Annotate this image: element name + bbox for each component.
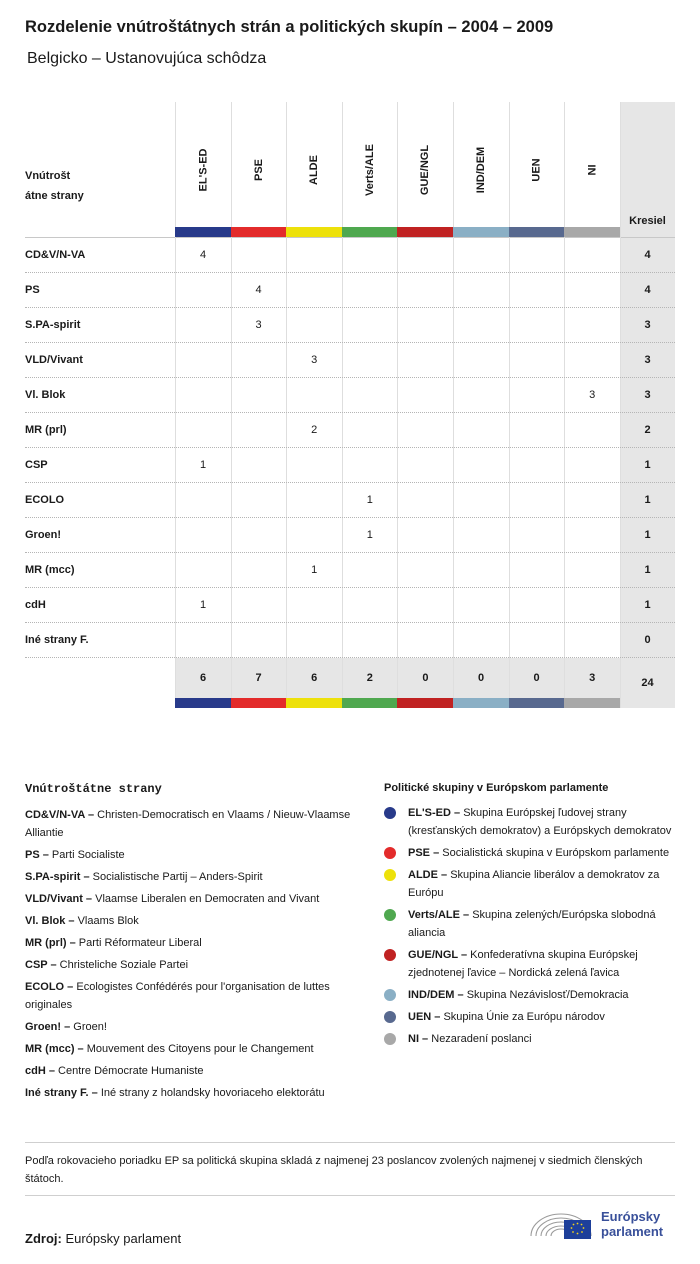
group-abbr: NI – bbox=[408, 1033, 429, 1045]
party-legend-item bbox=[25, 1018, 365, 1036]
divider-top bbox=[25, 1142, 675, 1143]
group-full-name: Skupina zelených/Európska slobodná aliancia bbox=[408, 909, 656, 939]
group-color-bar-top bbox=[286, 227, 342, 237]
party-legend-item bbox=[25, 1084, 365, 1102]
party-seat-total: 1 bbox=[644, 494, 651, 506]
party-legend-item bbox=[25, 846, 365, 864]
party-full-name: Parti Réformateur Liberal bbox=[78, 937, 202, 949]
group-color-bar-bottom bbox=[397, 698, 453, 708]
group-color-bar-bottom bbox=[175, 698, 231, 708]
group-color-bar-top bbox=[397, 227, 453, 237]
party-seat-total: 2 bbox=[644, 424, 651, 436]
group-header bbox=[453, 112, 509, 227]
group-full-name: Skupina Únie za Európu národov bbox=[443, 1011, 605, 1023]
group-color-bar-top bbox=[175, 227, 231, 237]
group-color-dot-icon bbox=[384, 847, 396, 859]
group-color-bar-top bbox=[231, 227, 287, 237]
group-header-label: PSE bbox=[252, 158, 265, 181]
group-legend-item bbox=[384, 866, 676, 902]
party-name: Groen! bbox=[25, 529, 62, 541]
logo-line-2: parlament bbox=[601, 1224, 664, 1239]
table-row bbox=[25, 343, 675, 378]
group-full-name: Skupina Európskej ľudovej strany (kresťanských demokratov) a Európskych demokratov bbox=[408, 807, 672, 837]
party-abbr: S.PA-spirit – bbox=[25, 871, 90, 883]
group-legend-item bbox=[384, 946, 676, 982]
party-full-name: Mouvement des Citoyens pour le Changement bbox=[86, 1043, 314, 1055]
group-color-bar-top bbox=[453, 227, 509, 237]
party-name: CSP bbox=[25, 459, 48, 471]
group-color-bar-bottom bbox=[342, 698, 398, 708]
seat-cell: 1 bbox=[199, 599, 207, 611]
party-name: MR (prl) bbox=[25, 424, 67, 436]
party-full-name: Ecologistes Confédérés pour l'organisation de luttes originales bbox=[25, 981, 330, 1011]
party-full-name: Socialistische Partij – Anders-Spirit bbox=[92, 871, 263, 883]
group-header-label: IND/DEM bbox=[474, 146, 487, 193]
party-seat-total: 0 bbox=[644, 634, 651, 646]
group-color-bar-top bbox=[342, 227, 398, 237]
party-abbr: CD&V/N-VA – bbox=[25, 809, 95, 821]
group-color-dot-icon bbox=[384, 949, 396, 961]
group-color-bar-bottom bbox=[509, 698, 565, 708]
group-color-dot-icon bbox=[384, 909, 396, 921]
party-legend-title: Vnútroštátne strany bbox=[25, 782, 162, 796]
group-header-label: NI bbox=[586, 164, 599, 175]
party-legend-item bbox=[25, 1040, 365, 1058]
group-full-name: Skupina Aliancie liberálov a demokratov za Európu bbox=[408, 869, 660, 899]
table-row bbox=[25, 483, 675, 518]
group-color-bar-bottom bbox=[564, 698, 620, 708]
party-legend-item bbox=[25, 1062, 365, 1080]
group-header-label: ALDE bbox=[308, 154, 321, 185]
group-color-dot-icon bbox=[384, 989, 396, 1001]
hemicycle-flag-icon bbox=[529, 1206, 595, 1244]
group-color-dot-icon bbox=[384, 869, 396, 881]
group-color-bar-bottom bbox=[231, 698, 287, 708]
party-abbr: PS – bbox=[25, 849, 49, 861]
party-legend-item bbox=[25, 934, 365, 952]
party-legend-item bbox=[25, 868, 365, 886]
party-seat-total: 1 bbox=[644, 599, 651, 611]
group-header bbox=[175, 112, 231, 227]
table-row bbox=[25, 518, 675, 553]
party-name: MR (mcc) bbox=[25, 564, 75, 576]
seat-cell: 1 bbox=[366, 529, 373, 541]
group-header bbox=[564, 112, 620, 227]
party-name: CD&V/N-VA bbox=[25, 249, 86, 261]
grand-total: 24 bbox=[641, 677, 654, 689]
party-abbr: MR (mcc) – bbox=[25, 1043, 84, 1055]
group-header bbox=[397, 112, 453, 227]
party-name: cdH bbox=[25, 599, 46, 611]
party-seat-total: 1 bbox=[644, 529, 651, 541]
party-column-header: Vnútrošt átne strany bbox=[25, 170, 84, 202]
group-total: 6 bbox=[311, 672, 318, 684]
group-color-dot-icon bbox=[384, 1033, 396, 1045]
chart-subtitle: Belgicko – Ustanovujúca schôdza bbox=[27, 50, 267, 67]
group-header-label: EL'S-ED bbox=[196, 148, 209, 191]
seat-cell: 1 bbox=[366, 494, 373, 506]
party-name: Iné strany F. bbox=[25, 634, 89, 646]
table-row bbox=[25, 623, 675, 658]
logo-wordmark bbox=[601, 1209, 663, 1239]
group-full-name: Skupina Nezávislosť/Demokracia bbox=[466, 989, 629, 1001]
source-value: Európsky parlament bbox=[65, 1231, 182, 1246]
party-full-name: Christen-Democratisch en Vlaams / Nieuw-Vlaamse Alliantie bbox=[25, 809, 351, 839]
group-abbr: UEN – bbox=[408, 1011, 441, 1023]
party-seat-total: 1 bbox=[644, 459, 651, 471]
party-legend-item bbox=[25, 890, 365, 908]
party-seat-total: 3 bbox=[644, 319, 651, 331]
party-legend-item bbox=[25, 956, 365, 974]
group-full-name: Socialistická skupina v Európskom parlamente bbox=[442, 847, 670, 859]
source-line bbox=[25, 1231, 181, 1246]
seat-cell: 1 bbox=[199, 459, 207, 471]
group-color-bar-bottom bbox=[286, 698, 342, 708]
chart-title: Rozdelenie vnútroštátnych strán a politických skupín – 2004 – 2009 bbox=[25, 18, 554, 36]
seat-cell: 3 bbox=[255, 319, 262, 331]
table-row bbox=[25, 308, 675, 343]
divider-bottom bbox=[25, 1195, 675, 1196]
party-abbr: MR (prl) – bbox=[25, 937, 76, 949]
european-parliament-logo bbox=[529, 1206, 679, 1244]
group-legend-item bbox=[384, 1008, 676, 1026]
party-name: PS bbox=[25, 284, 40, 296]
party-legend-item bbox=[25, 806, 365, 842]
party-seat-total: 4 bbox=[644, 249, 651, 261]
group-legend-item bbox=[384, 986, 676, 1004]
party-full-name: Christeliche Soziale Partei bbox=[59, 959, 189, 971]
seat-cell: 4 bbox=[255, 284, 262, 296]
group-full-name: Konfederatívna skupina Európskej zjednotenej ľavice – Nordická zelená ľavica bbox=[408, 949, 638, 979]
table-row bbox=[25, 448, 675, 483]
group-color-bar-bottom bbox=[453, 698, 509, 708]
group-header bbox=[286, 112, 342, 227]
group-total: 2 bbox=[366, 672, 373, 684]
group-header bbox=[509, 112, 565, 227]
group-abbr: PSE – bbox=[408, 847, 440, 859]
party-name: Vl. Blok bbox=[25, 389, 66, 401]
group-legend-item bbox=[384, 804, 676, 840]
seat-cell: 3 bbox=[311, 354, 318, 366]
party-name: VLD/Vivant bbox=[25, 354, 83, 366]
group-header bbox=[342, 112, 398, 227]
party-seat-total: 3 bbox=[644, 354, 651, 366]
group-legend-title: Politické skupiny v Európskom parlamente bbox=[384, 782, 609, 794]
party-abbr: Groen! – bbox=[25, 1021, 71, 1033]
group-full-name: Nezaradení poslanci bbox=[431, 1033, 532, 1045]
seat-cell: 2 bbox=[311, 424, 318, 436]
party-full-name: Vlaamse Liberalen en Democraten and Vivant bbox=[95, 893, 320, 905]
group-total: 3 bbox=[589, 672, 596, 684]
group-legend-item bbox=[384, 1030, 676, 1048]
group-total: 0 bbox=[533, 672, 540, 684]
group-color-dot-icon bbox=[384, 1011, 396, 1023]
table-row bbox=[25, 553, 675, 588]
party-full-name: Vlaams Blok bbox=[77, 915, 139, 927]
party-name: S.PA-spirit bbox=[25, 319, 81, 331]
group-abbr: ALDE – bbox=[408, 869, 448, 881]
group-abbr: EL'S-ED – bbox=[408, 807, 461, 819]
logo-line-1: Európsky bbox=[601, 1209, 661, 1224]
group-legend bbox=[384, 782, 676, 1052]
group-abbr: GUE/NGL – bbox=[408, 949, 468, 961]
group-total: 0 bbox=[422, 672, 429, 684]
group-legend-item bbox=[384, 906, 676, 942]
party-legend-item bbox=[25, 912, 365, 930]
party-abbr: VLD/Vivant – bbox=[25, 893, 93, 905]
table-row bbox=[25, 588, 675, 623]
party-name: ECOLO bbox=[25, 494, 65, 506]
group-header-label: UEN bbox=[530, 157, 543, 182]
footnote: Podľa rokovacieho poriadku EP sa politická skupina skladá z najmenej 23 poslancov zvolených najmenej v siedmich členských štátoch. bbox=[25, 1155, 643, 1185]
party-legend bbox=[25, 782, 365, 1106]
table-row bbox=[25, 413, 675, 448]
group-legend-item bbox=[384, 844, 676, 862]
table-row bbox=[25, 238, 675, 273]
party-legend-item bbox=[25, 978, 365, 1014]
table-row bbox=[25, 378, 675, 413]
seat-cell: 3 bbox=[589, 389, 596, 401]
group-abbr: Verts/ALE – bbox=[408, 909, 470, 921]
seat-cell: 1 bbox=[311, 564, 318, 576]
group-header-label: GUE/NGL bbox=[419, 144, 432, 195]
group-header bbox=[231, 112, 287, 227]
party-abbr: Vl. Blok – bbox=[25, 915, 75, 927]
group-total: 0 bbox=[477, 672, 485, 684]
party-abbr: cdH – bbox=[25, 1065, 55, 1077]
party-seat-total: 4 bbox=[644, 284, 651, 296]
party-full-name: Groen! bbox=[73, 1021, 107, 1033]
table-row bbox=[25, 273, 675, 308]
group-total: 6 bbox=[199, 672, 207, 684]
party-full-name: Iné strany z holandsky hovoriaceho elektorátu bbox=[100, 1087, 325, 1099]
group-header-label: Verts/ALE bbox=[363, 143, 376, 196]
party-abbr: Iné strany F. – bbox=[25, 1087, 98, 1099]
party-abbr: ECOLO – bbox=[25, 981, 74, 993]
party-seat-total: 3 bbox=[644, 389, 651, 401]
seat-cell: 4 bbox=[199, 249, 207, 261]
party-abbr: CSP – bbox=[25, 959, 57, 971]
group-abbr: IND/DEM – bbox=[408, 989, 464, 1001]
source-label: Zdroj: bbox=[25, 1231, 62, 1246]
party-full-name: Centre Démocrate Humaniste bbox=[58, 1065, 204, 1077]
group-total: 7 bbox=[255, 672, 262, 684]
group-color-dot-icon bbox=[384, 807, 396, 819]
group-color-bar-top bbox=[509, 227, 565, 237]
seats-column-header: Kresiel bbox=[629, 215, 666, 227]
party-full-name: Parti Socialiste bbox=[51, 849, 125, 861]
party-seat-total: 1 bbox=[644, 564, 651, 576]
group-color-bar-top bbox=[564, 227, 620, 237]
